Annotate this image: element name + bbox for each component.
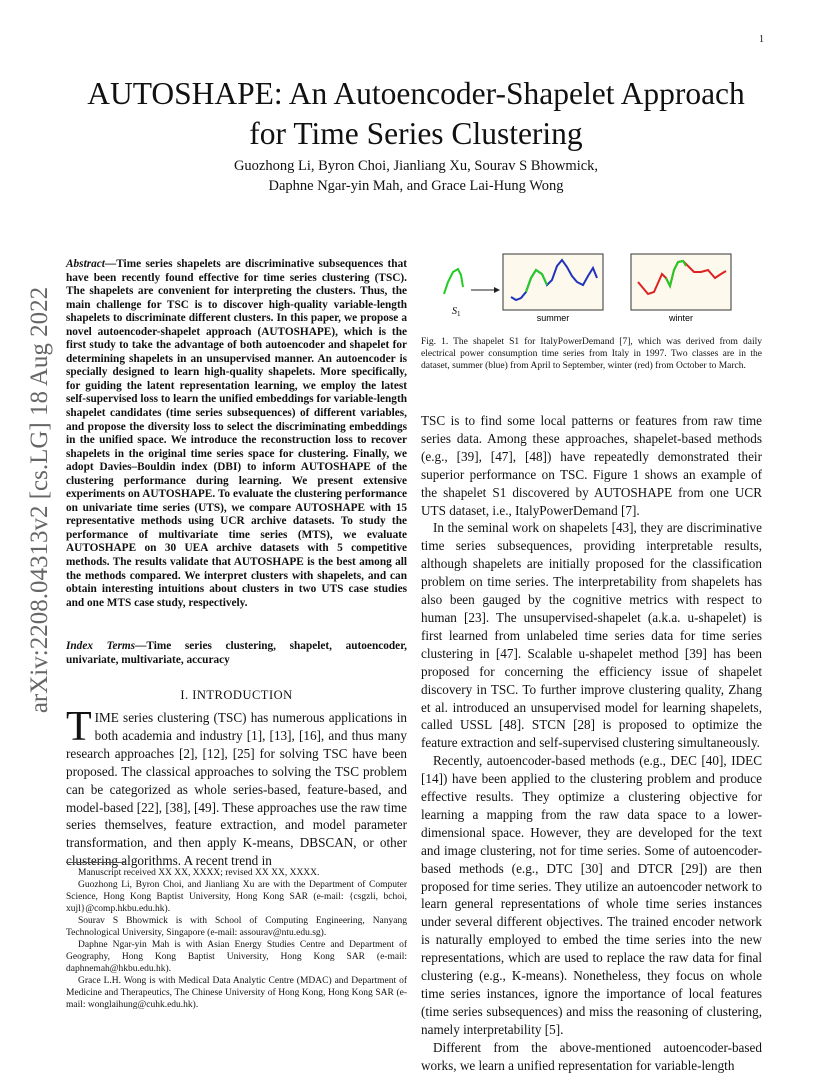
author-list <box>66 156 766 196</box>
footnote: Manuscript received XX XX, XXXX; revised XX XX, XXXX. <box>78 868 320 878</box>
arrow-head <box>494 287 500 293</box>
figure-1 <box>436 252 748 326</box>
footnote: Sourav S Bhowmick is with School of Computing Engineering, Nanyang Technological University, Singapore (e-mail: assourav@ntu.edu.sg). <box>66 916 407 938</box>
paragraph: TSC is to find some local patterns or features from raw time series data. Among these approaches, shapelet-based methods (e.g., [39], [47], [48]) have repeatedly demonstrated their superior performance on TSC. Figure 1 shows an example of the shapelet S1 discovered by AUTOSHAPE from one UCR UTS dataset, i.e., ItalyPowerDemand [7]. <box>421 413 762 518</box>
summer-label: summer <box>536 313 570 323</box>
paragraph: Different from the above-mentioned autoencoder-based works, we learn a unified representation for variable-length <box>421 1039 762 1073</box>
footnote: Daphne Ngar-yin Mah is with Asian Energy Studies Centre and Department of Geography, Hong Kong Baptist University, Hong Kong SAR (e-mail: daphnemah@hkbu.edu.hk). <box>66 940 407 974</box>
drop-cap: T <box>66 704 92 750</box>
paper-title <box>66 74 766 154</box>
page-number: 1 <box>759 34 764 45</box>
footnote: Guozhong Li, Byron Choi, and Jianliang Xu are with the Department of Computer Science, Hong Kong Baptist University, Hong Kong SAR (e-mail: {csgzli, bchoi, xujl}@comp.hkbu.edu.hk). <box>66 880 407 914</box>
intro-paragraph <box>66 704 407 870</box>
title-line-1: AUTOSHAPE: An Autoencoder-Shapelet Approach <box>87 76 745 111</box>
footnotes <box>66 867 407 1011</box>
abstract <box>66 258 407 610</box>
index-terms-text: —Time series clustering, shapelet, autoencoder, univariate, multivariate, accuracy <box>66 640 407 666</box>
section-heading: I. INTRODUCTION <box>180 688 293 702</box>
right-column-text <box>421 412 762 1075</box>
shapelet-s1-curve <box>444 269 463 294</box>
index-terms-lead: Index Terms <box>66 640 136 652</box>
paragraph: Recently, autoencoder-based methods (e.g., DEC [40], IDEC [14]) have been applied to the clustering problem and produce effective results. They optimize a clustering objective for learning a mapping from the raw data space to a lower-dimensional space. However, they are developed for the text and image clustering, not for time series. Some of autoencoder-based methods (e.g., DTC [30] and DTCR [29]) are then proposed for time series. They utilize an autoencoder network to learn general representations of whole time series instances under several different objectives. The trained encoder network is naturally employed to embed the time series into the new representations, which are used to replace the raw data for final clustering (e.g., K-means). Nonetheless, they focus on whole time series instances, ignore the importance of local features (time series subsequences) and miss the reasoning of clustering, namely interpretability [5]. <box>421 753 762 1037</box>
index-terms <box>66 640 407 667</box>
intro-text: IME series clustering (TSC) has numerous applications in both academia and industry [1], [13], [16], and thus many research approaches [2], [12], [25] for solving TSC have been proposed. The classical approaches to solving the TSC problem can be categorized as whole series-based, feature-based, and model-based [22], [38], [49]. These approaches use the raw time series themselves, feature extraction, and model parameter transformation, and then apply K-means, DBSCAN, or other clustering algorithms. A recent trend in <box>66 710 407 869</box>
authors-line-2: Daphne Ngar-yin Mah, and Grace Lai-Hung Wong <box>268 178 564 194</box>
footnote-rule <box>66 862 126 863</box>
arxiv-sidebar-stamp <box>10 280 70 720</box>
shapelet-label: $S_1$ <box>452 306 461 318</box>
figure-caption: Fig. 1. The shapelet S1 for ItalyPowerDemand [7], which was derived from daily electrical power consumption time series from Italy in 1997. Two classes are in the dataset, summer (blue) from April to September, winter (red) from October to March. <box>421 337 762 371</box>
authors-line-1: Guozhong Li, Byron Choi, Jianliang Xu, Sourav S Bhowmick, <box>233 158 599 174</box>
arxiv-id: arXiv:2208.04313v2 [cs.LG] 18 Aug 2022 <box>26 286 53 714</box>
footnote: Grace L.H. Wong is with Medical Data Analytic Centre (MDAC) and Department of Medicine and Therapeutics, The Chinese University of Hong Kong, Hong Kong SAR (e-mail: wonglaihung@cuhk.edu.hk). <box>66 976 407 1010</box>
summer-panel <box>503 254 603 310</box>
abstract-text: —Time series shapelets are discriminative subsequences that have been recently found effective for time series clustering (TSC). The shapelets are convenient for interpreting the clusters. Thus, the main challenge for TSC is to discover high-quality variable-length shapelets to discriminate different clusters. In this paper, we propose a novel autoencoder-shapelet approach (AUTOSHAPE), which is the first study to take the advantage of both autoencoder and shapelet for determining shapelets in an unsupervised manner. An autoencoder is specially designed to learn high-quality shapelets. More specifically, for guiding the latent representation learning, we employ the latest self-supervised loss to learn the unified embeddings for variable-length shapelet candidates (time series subsequences) of different variables, and propose the diversity loss to select the discriminating embeddings in the unified space. We introduce the reconstruction loss to recover shapelets in the original time series space for clustering. Finally, we adopt Davies–Bouldin index (DBI) to inform AUTOSHAPE of the clustering performance during learning. We present extensive experiments on AUTOSHAPE. To evaluate the clustering performance on univariate time series (UTS), we compare AUTOSHAPE with 15 representative methods using UCR archive datasets. To study the performance of multivariate time series (MTS), we evaluate AUTOSHAPE on 30 UEA archive datasets with 5 competitive methods. The results validate that AUTOSHAPE is the best among all the methods compared. We interpret clusters with shapelets, and can obtain interesting intuitions about clusters in two UTS case studies and one MTS case study, respectively. <box>66 258 407 609</box>
winter-label: winter <box>668 313 694 323</box>
title-line-2: for Time Series Clustering <box>249 116 583 151</box>
paragraph: In the seminal work on shapelets [43], they are discriminative time series subsequences, providing interpretable results, although shapelets are initially proposed for the classification problem on time series. The interpretability from shapelets has also been gauged by the cognitive metrics with respect to human [23]. The unsupervised-shapelet (a.k.a. u-shapelet) is first learned from unlabeled time series data for time series clustering in [47]. Scalable u-shapelet method [39] has been proposed for concerning the efficiency issue of shapelet discovery in TSC. To further improve clustering quality, Zhang et al. introduced an unsupervised model for learning shapelets, called USSL [48]. STCN [28] is proposed to optimize the feature extraction and self-supervised clustering simultaneously. <box>421 520 762 751</box>
abstract-lead: Abstract <box>66 258 105 270</box>
